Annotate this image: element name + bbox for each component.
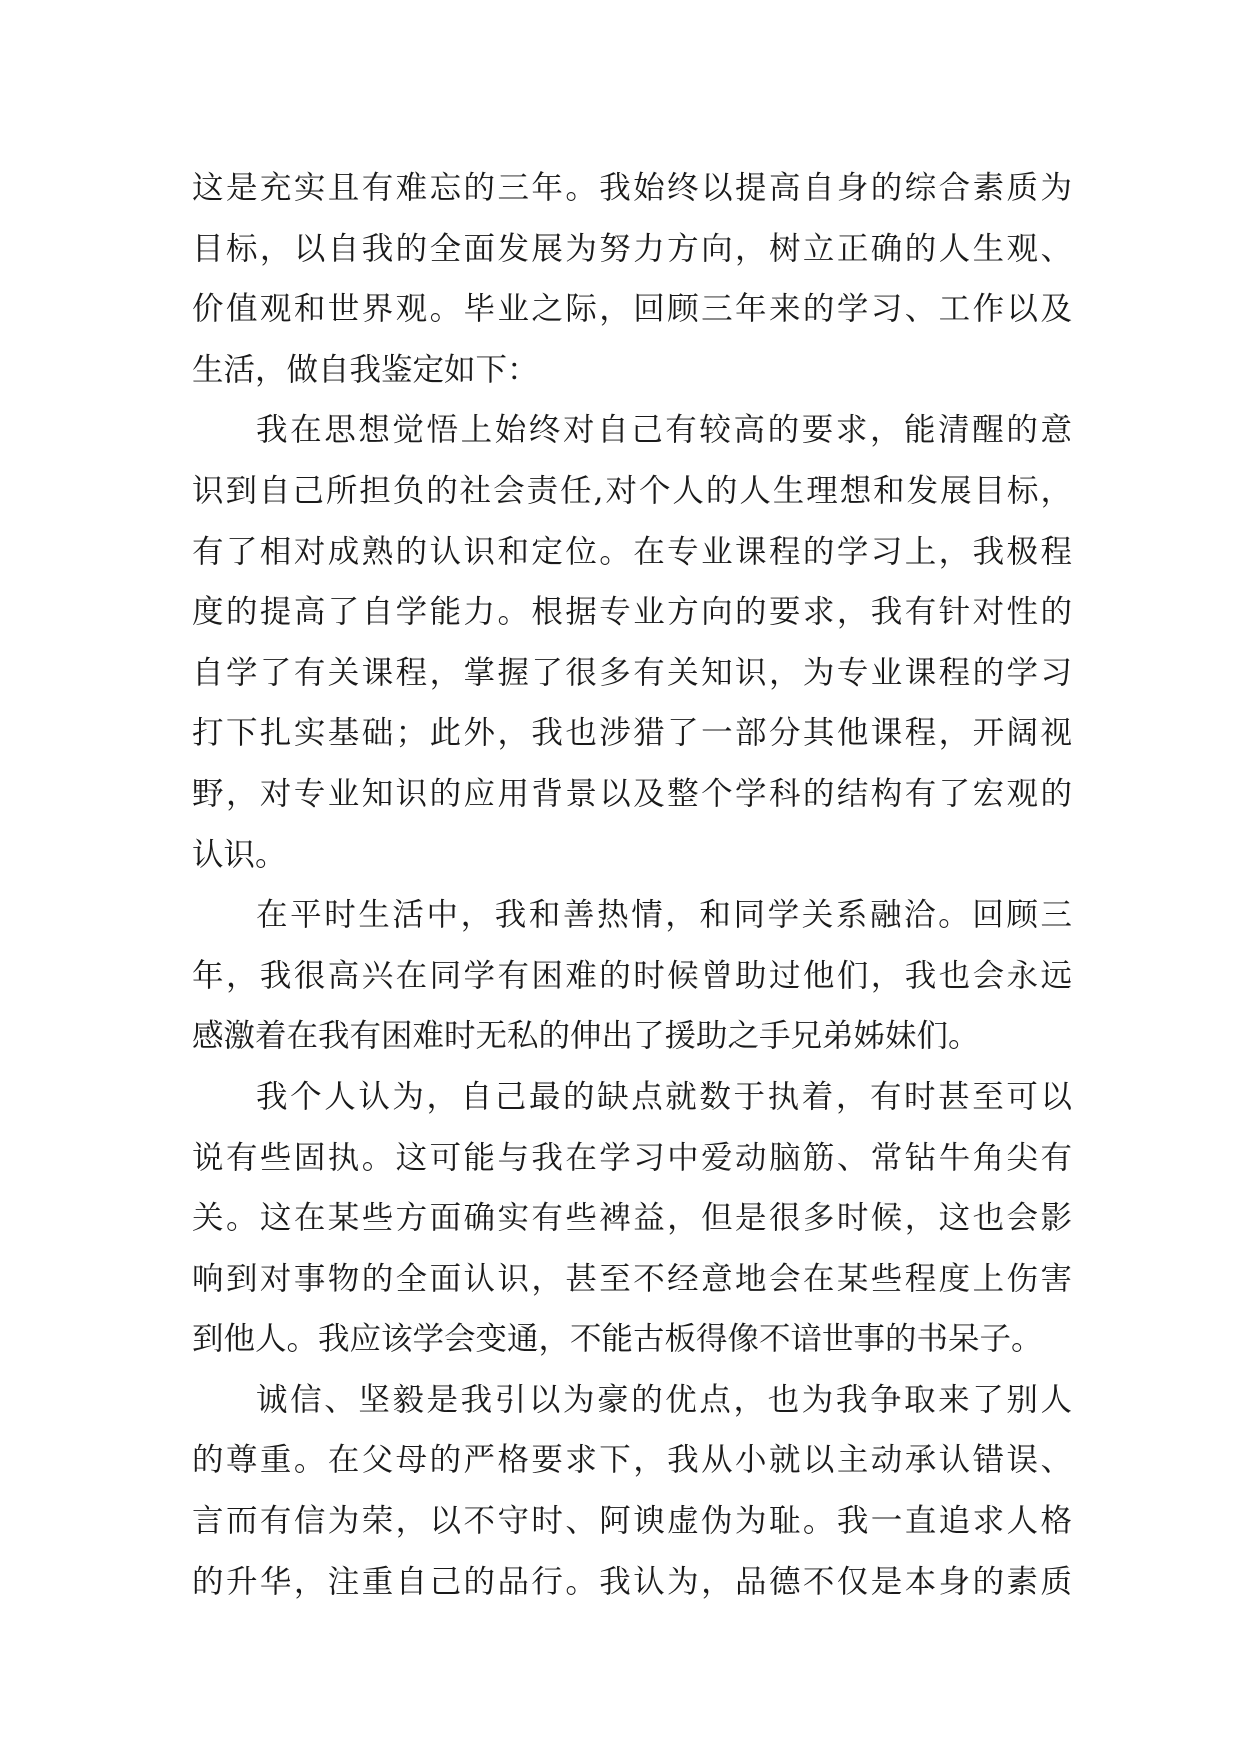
text-line: 目标，以自我的全面发展为努力方向，树立正确的人生观、 bbox=[192, 230, 1072, 267]
text-line: 诚信、坚毅是我引以为豪的优点，也为我争取来了别人 bbox=[256, 1381, 1072, 1418]
text-line: 认识。 bbox=[192, 836, 287, 873]
text-line: 野，对专业知识的应用背景以及整个学科的结构有了宏观的 bbox=[192, 775, 1072, 812]
text-line: 价值观和世界观。毕业之际，回顾三年来的学习、工作以及 bbox=[192, 291, 1072, 328]
text-line: 这是充实且有难忘的三年。我始终以提高自身的综合素质为 bbox=[192, 170, 1072, 206]
text-line: 度的提高了自学能力。根据专业方向的要求，我有针对性的 bbox=[192, 594, 1072, 631]
text-line: 在平时生活中，我和善热情，和同学关系融洽。回顾三 bbox=[256, 897, 1072, 934]
text-line: 有了相对成熟的认识和定位。在专业课程的学习上，我极程 bbox=[192, 533, 1072, 570]
text-line: 言而有信为荣，以不守时、阿谀虚伪为耻。我一直追求人格 bbox=[192, 1503, 1072, 1540]
text-line: 生活，做自我鉴定如下： bbox=[192, 351, 539, 388]
paragraph-shortcomings bbox=[192, 1067, 1072, 1370]
paragraph-strengths bbox=[192, 1370, 1072, 1612]
paragraph-daily-life bbox=[192, 885, 1072, 1067]
text-line: 的升华，注重自己的品行。我认为，品德不仅是本身的素质 bbox=[192, 1563, 1072, 1600]
text-line: 自学了有关课程，掌握了很多有关知识，为专业课程的学习 bbox=[192, 654, 1072, 691]
text-line: 我在思想觉悟上始终对自己有较高的要求，能清醒的意 bbox=[256, 412, 1072, 449]
text-line: 的尊重。在父母的严格要求下，我从小就以主动承认错误、 bbox=[192, 1442, 1072, 1479]
text-line: 打下扎实基础；此外，我也涉猎了一部分其他课程，开阔视 bbox=[192, 715, 1072, 752]
text-line: 响到对事物的全面认识，甚至不经意地会在某些程度上伤害 bbox=[192, 1260, 1072, 1297]
text-line: 说有些固执。这可能与我在学习中爱动脑筋、常钻牛角尖有 bbox=[192, 1139, 1072, 1176]
text-line: 到他人。我应该学会变通，不能古板得像不谙世事的书呆子。 bbox=[192, 1321, 1043, 1358]
text-line: 年，我很高兴在同学有困难的时候曾助过他们，我也会永远 bbox=[192, 957, 1072, 994]
text-line: 我个人认为，自己最的缺点就数于执着，有时甚至可以 bbox=[256, 1078, 1072, 1115]
paragraph-thought-and-study bbox=[192, 400, 1072, 885]
text-line: 识到自己所担负的社会责任,对个人的人生理想和发展目标， bbox=[192, 472, 1072, 509]
text-line: 感激着在我有困难时无私的伸出了援助之手兄弟姊妹们。 bbox=[192, 1018, 980, 1055]
document-body bbox=[192, 158, 1072, 1612]
paragraph-intro bbox=[192, 158, 1072, 400]
text-line: 关。这在某些方面确实有些裨益，但是很多时候，这也会影 bbox=[192, 1200, 1072, 1237]
